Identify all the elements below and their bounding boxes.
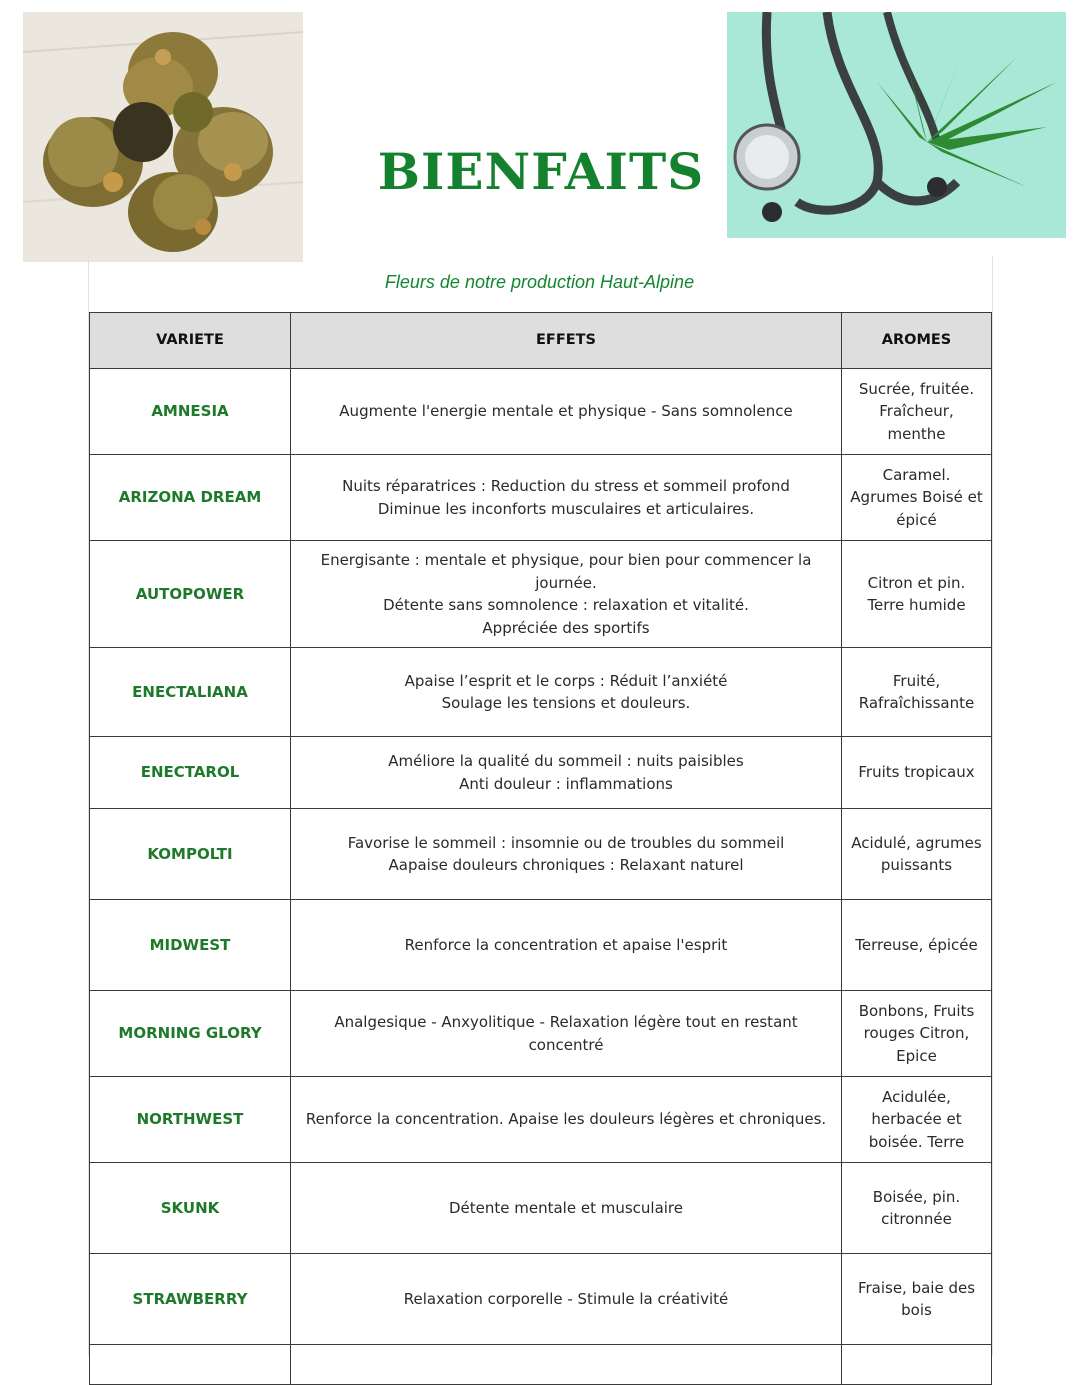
effets-line: Détente mentale et musculaire bbox=[448, 1198, 684, 1217]
variete-cell: ENECTALIANA bbox=[90, 648, 291, 737]
variete-cell: MORNING GLORY bbox=[90, 991, 291, 1077]
aromes-cell bbox=[842, 1163, 992, 1254]
variete-cell: KOMPOLTI bbox=[90, 809, 291, 900]
effets-line: Améliore la qualité du sommeil : nuits paisibles bbox=[388, 752, 744, 770]
aromes-line: Bonbons, Fruits bbox=[858, 1001, 975, 1020]
aromes-line: Acidulé, agrumes bbox=[851, 833, 982, 852]
effets-cell bbox=[291, 991, 842, 1077]
effets-cell bbox=[291, 455, 842, 541]
aromes-cell bbox=[842, 809, 992, 900]
aromes-line: rouges Citron, bbox=[863, 1024, 970, 1043]
effets-line: Analgesique - Anxyolitique - Relaxation légère tout en restant concentré bbox=[334, 1013, 798, 1054]
aromes-line: Citron et pin. bbox=[867, 573, 966, 592]
table-row bbox=[90, 991, 992, 1077]
table-row bbox=[90, 648, 992, 737]
aromes-line: Epice bbox=[896, 1046, 937, 1065]
table-row bbox=[90, 1163, 992, 1254]
cannabis-buds-image bbox=[23, 12, 303, 262]
effets-cell bbox=[291, 900, 842, 991]
aromes-cell bbox=[842, 900, 992, 991]
aromes-line: menthe bbox=[887, 424, 946, 443]
table-row bbox=[90, 737, 992, 809]
aromes-line: Fruité, bbox=[892, 671, 941, 690]
aromes-line: Agrumes Boisé et bbox=[850, 488, 983, 507]
effets-cell bbox=[291, 1163, 842, 1254]
table-row bbox=[90, 1254, 992, 1345]
aromes-line: bois bbox=[901, 1301, 932, 1319]
variete-cell: AUTOPOWER bbox=[90, 541, 291, 648]
effets-cell bbox=[291, 1254, 842, 1345]
header-aromes: AROMES bbox=[842, 313, 992, 369]
effets-line: Apaise l’esprit et le corps : Réduit l’anxiété bbox=[404, 671, 728, 690]
varieties-table bbox=[89, 312, 992, 1385]
empty-cell bbox=[842, 1345, 992, 1385]
table-row-partial bbox=[90, 1345, 992, 1385]
table-row bbox=[90, 455, 992, 541]
table-row bbox=[90, 369, 992, 455]
effets-line: Diminue les inconforts musculaires et articulaires. bbox=[377, 499, 755, 518]
variete-cell: ARIZONA DREAM bbox=[90, 455, 291, 541]
aromes-line: Fraîcheur, bbox=[879, 402, 954, 421]
header-effets: EFFETS bbox=[291, 313, 842, 369]
aromes-line: boisée. Terre bbox=[868, 1132, 965, 1151]
aromes-line: Terreuse, épicée bbox=[855, 935, 978, 954]
effets-line: Appréciée des sportifs bbox=[482, 618, 650, 637]
aromes-cell bbox=[842, 648, 992, 737]
empty-cell bbox=[291, 1345, 842, 1385]
table-row bbox=[90, 900, 992, 991]
effets-cell bbox=[291, 1077, 842, 1163]
stethoscope-leaf-image bbox=[727, 12, 1066, 238]
aromes-line: Fruits tropicaux bbox=[858, 763, 975, 782]
aromes-cell bbox=[842, 369, 992, 455]
effets-line: Nuits réparatrices : Reduction du stress et sommeil profond bbox=[342, 477, 790, 495]
effets-line: Favorise le sommeil : insomnie ou de troubles du sommeil bbox=[347, 833, 785, 852]
aromes-cell bbox=[842, 1254, 992, 1345]
effets-cell bbox=[291, 541, 842, 648]
variete-cell: ENECTAROL bbox=[90, 737, 291, 809]
variete-cell: MIDWEST bbox=[90, 900, 291, 991]
header-variete: VARIETE bbox=[90, 313, 291, 369]
effets-cell bbox=[291, 737, 842, 809]
aromes-line: herbacée et bbox=[871, 1110, 962, 1129]
aromes-cell bbox=[842, 541, 992, 648]
page-subtitle: Fleurs de notre production Haut-Alpine bbox=[384, 272, 695, 292]
effets-line: Energisante : mentale et physique, pour bien pour commencer la bbox=[320, 551, 812, 569]
aromes-cell bbox=[842, 991, 992, 1077]
page-title: BIENFAITS bbox=[377, 142, 705, 201]
effets-cell bbox=[291, 369, 842, 455]
aromes-cell bbox=[842, 1077, 992, 1163]
variete-cell: NORTHWEST bbox=[90, 1077, 291, 1163]
effets-line: Relaxation corporelle - Stimule la créativité bbox=[403, 1289, 729, 1308]
aromes-line: Terre humide bbox=[867, 596, 966, 614]
effets-cell bbox=[291, 648, 842, 737]
aromes-line: Boisée, pin. bbox=[872, 1187, 961, 1206]
aromes-line: Fraise, baie des bbox=[857, 1278, 976, 1297]
aromes-line: Sucrée, fruitée. bbox=[858, 379, 975, 398]
effets-line: Augmente l'energie mentale et physique - Sans somnolence bbox=[339, 402, 793, 421]
table-row bbox=[90, 541, 992, 648]
variete-cell: STRAWBERRY bbox=[90, 1254, 291, 1345]
aromes-line: citronnée bbox=[881, 1210, 952, 1228]
effets-line: Détente sans somnolence : relaxation et vitalité. bbox=[383, 596, 749, 614]
empty-cell bbox=[90, 1345, 291, 1385]
variete-cell: AMNESIA bbox=[90, 369, 291, 455]
aromes-line: Rafraîchissante bbox=[858, 694, 975, 712]
effets-line: Renforce la concentration. Apaise les douleurs légères et chroniques. bbox=[305, 1110, 827, 1129]
aromes-cell bbox=[842, 737, 992, 809]
table-row bbox=[90, 809, 992, 900]
effets-line: Renforce la concentration et apaise l'esprit bbox=[404, 935, 728, 954]
aromes-line: épicé bbox=[896, 510, 937, 529]
effets-cell bbox=[291, 809, 842, 900]
effets-line: Anti douleur : inflammations bbox=[459, 774, 673, 793]
aromes-cell bbox=[842, 455, 992, 541]
variete-cell: SKUNK bbox=[90, 1163, 291, 1254]
effets-line: Soulage les tensions et douleurs. bbox=[441, 694, 691, 712]
aromes-line: puissants bbox=[880, 856, 953, 874]
aromes-line: Acidulée, bbox=[882, 1087, 951, 1106]
aromes-line: Caramel. bbox=[882, 465, 951, 484]
table-row bbox=[90, 1077, 992, 1163]
effets-line: journée. bbox=[535, 573, 597, 592]
table-header-row bbox=[90, 313, 992, 369]
effets-line: Aapaise douleurs chroniques : Relaxant naturel bbox=[388, 856, 744, 874]
